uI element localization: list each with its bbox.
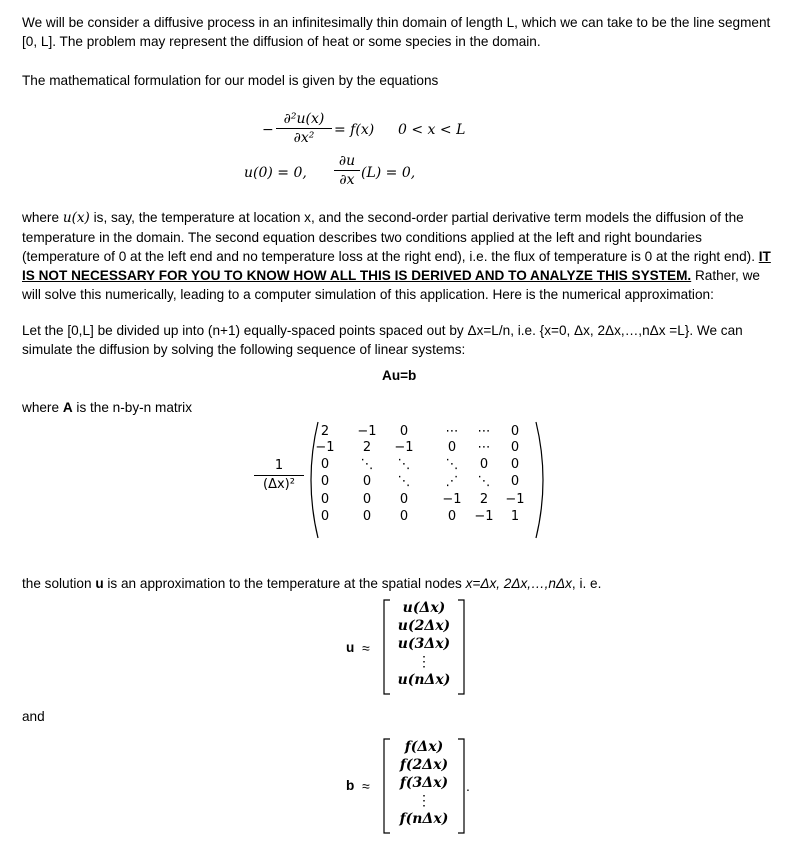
u-approx: ≈ (362, 640, 370, 656)
matrix-cell: 0 (362, 509, 372, 524)
matrix-cell: 0 (510, 474, 520, 489)
u-entry: u(Δx) (402, 600, 446, 616)
matrix-cell: ⋱ (360, 457, 374, 472)
bc-fraction (334, 152, 360, 189)
matrix-cell: ⋯ (445, 424, 459, 439)
matrix-cell: ⋰ (445, 474, 459, 489)
matrix-cell: 0 (399, 424, 409, 439)
solution-paragraph (22, 574, 774, 593)
matrix-cell: 0 (362, 492, 372, 507)
u-label: u (346, 640, 355, 655)
matrix-cell: 0 (320, 457, 330, 472)
matrix-cell: 0 (510, 457, 520, 472)
matrix-cell: 0 (320, 509, 330, 524)
bc-left: u(0) = 0, (244, 165, 307, 181)
explanation-text-a: where (22, 210, 63, 225)
u-entry: u(2Δx) (397, 618, 451, 634)
b-vector (386, 738, 462, 828)
solution-text-b: is an approximation to the temperature at the spatial nodes (103, 576, 466, 591)
solution-nodes: x=Δx, 2Δx,…,nΔx (465, 576, 572, 591)
matrix-intro-b: is the n-by-n matrix (72, 400, 192, 415)
pde-fraction (276, 110, 332, 147)
matrix-cell: 0 (362, 474, 372, 489)
matrix-intro (22, 398, 774, 417)
discretization-paragraph: Let the [0,L] be divided up into (n+1) equally-spaced points spaced out by Δx=L/n, i.e. {x=0, Δx, 2Δx,…,nΔx =L}. We can simulate the diffusion by solving the following sequence of linear systems: (22, 323, 743, 357)
matrix-cell: ⋯ (477, 440, 491, 455)
explanation-text-c: Rather, we will solve this numerically, leading to a computer simulation of this application. Here is the numerical approximation: (22, 268, 760, 302)
prefactor-numerator: 1 (254, 457, 304, 476)
b-approx: ≈ (362, 778, 370, 794)
matrix-cell: 0 (510, 424, 520, 439)
pde-minus: − (262, 122, 274, 138)
matrix-cell: 2 (320, 424, 330, 439)
b-label: b (346, 778, 355, 793)
b-entry: f(nΔx) (399, 811, 449, 827)
matrix-cell: ⋱ (397, 457, 411, 472)
b-entry: f(Δx) (404, 739, 444, 755)
pde-numerator: ∂²u(x) (276, 110, 332, 129)
explanation-paragraph (22, 208, 774, 304)
solution-text-c: , i. e. (571, 576, 602, 591)
matrix-intro-A: A (62, 400, 73, 415)
b-entry-dots: ⋮ (417, 793, 431, 809)
matrix-cell: −1 (357, 424, 377, 439)
matrix-cell: 0 (320, 492, 330, 507)
matrix-cell: 0 (447, 509, 457, 524)
linear-system: Au=b (382, 368, 417, 383)
matrix-cell: −1 (442, 492, 462, 507)
explanation-text-b: is, say, the temperature at location x, and the second-order partial derivative term models the diffusion of the temperature in the domain. The second equation describes two conditions applied at the left and right boundaries (temperature of 0 at the left end and no temperature loss at the right end), i.e. the flux of temperature is 0 at the right end). (22, 210, 759, 264)
and-text: and (22, 709, 45, 724)
bc-right: (L) = 0, (361, 165, 416, 181)
bc-denominator: ∂x (339, 172, 355, 188)
matrix-cell: 0 (399, 509, 409, 524)
b-period: . (466, 778, 470, 794)
matrix-intro-a: where (22, 400, 63, 415)
pde-denominator: ∂x² (293, 130, 315, 146)
matrix-cell: ⋱ (397, 474, 411, 489)
matrix-cell: ⋱ (477, 474, 491, 489)
matrix-cell: −1 (474, 509, 494, 524)
formulation-paragraph: The mathematical formulation for our model is given by the equations (22, 73, 439, 88)
u-vector (386, 599, 462, 689)
matrix-cell: 0 (447, 440, 457, 455)
prefactor-denominator: (Δx)² (263, 477, 295, 492)
matrix-cell: −1 (315, 440, 335, 455)
explanation-ux: u(x) (62, 210, 90, 226)
solution-u: u (95, 576, 104, 591)
matrix-cell: 0 (320, 474, 330, 489)
intro-paragraph: We will be consider a diffusive process in an infinitesimally thin domain of length L, which we can take to be the line segment [0, L]. The problem may represent the diffusion of heat or some species in the domain. (22, 15, 771, 49)
matrix-prefactor (254, 457, 304, 494)
b-entry: f(2Δx) (399, 757, 449, 773)
pde-rhs: = f(x) (334, 122, 375, 138)
matrix-cell: 0 (479, 457, 489, 472)
matrix-cell: 0 (510, 440, 520, 455)
matrix-cell: ⋱ (445, 457, 459, 472)
explanation-emphasis: IT IS NOT NECESSARY FOR YOU TO KNOW HOW ALL THIS IS DERIVED AND TO ANALYZE THIS SYSTEM. (22, 249, 771, 283)
u-entry: u(3Δx) (397, 636, 451, 652)
matrix-cell: −1 (394, 440, 414, 455)
matrix-cell: 2 (479, 492, 489, 507)
u-entry: u(nΔx) (397, 672, 451, 688)
solution-text-a: the solution (22, 576, 96, 591)
u-entry-dots: ⋮ (417, 654, 431, 670)
pde-domain: 0 < x < L (398, 122, 466, 138)
matrix-cell: ⋯ (477, 424, 491, 439)
bc-numerator: ∂u (334, 152, 360, 171)
matrix-cell: 2 (362, 440, 372, 455)
matrix-cell: −1 (505, 492, 525, 507)
b-entry: f(3Δx) (399, 775, 449, 791)
matrix-cell: 1 (510, 509, 520, 524)
matrix-cell: 0 (399, 492, 409, 507)
